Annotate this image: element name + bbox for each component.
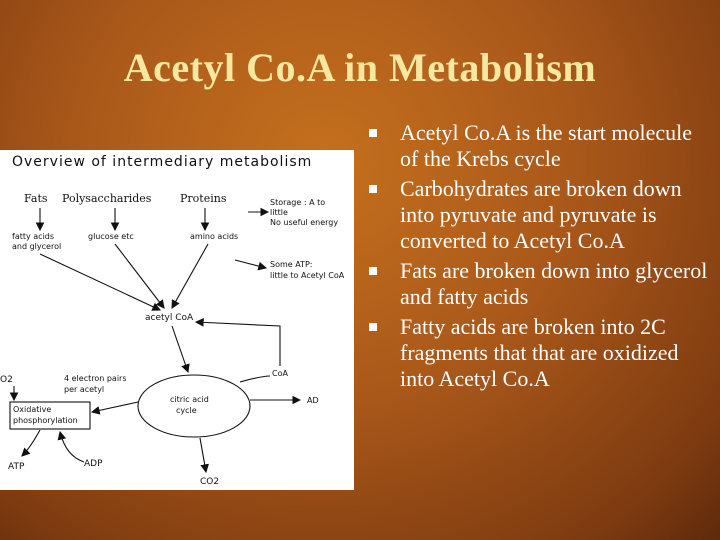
glucose-label: glucose etc xyxy=(88,232,134,241)
electron-pairs-2: per acetyl xyxy=(64,385,105,394)
bullet-square-icon xyxy=(369,185,377,193)
note-storage-2: little xyxy=(270,208,288,217)
oxidative-label-1: Oxidative xyxy=(13,405,52,414)
source-polysaccharides: Polysaccharides xyxy=(62,192,152,205)
adp-label: ADP xyxy=(84,459,103,469)
arrow-coa-up xyxy=(196,322,280,366)
amino-acids-label: amino acids xyxy=(190,232,239,241)
coa-label: CoA xyxy=(272,369,288,378)
acetyl-coa-label: acetyl CoA xyxy=(145,313,194,323)
bullet-item xyxy=(365,314,715,392)
atp-label: ATP xyxy=(8,462,25,472)
slide-title: Acetyl Co.A in Metabolism xyxy=(123,45,597,90)
bullet-text: Carbohydrates are broken down into pyruvate and pyruvate is converted to Acetyl Co.A xyxy=(400,176,682,253)
source-proteins: Proteins xyxy=(180,192,227,205)
metabolism-diagram-svg xyxy=(0,150,354,490)
arrow-co2 xyxy=(200,438,206,472)
fatty-acids-label: fatty acids xyxy=(12,232,55,241)
bullet-text: Fats are broken down into glycerol and fatty acids xyxy=(400,258,708,309)
glycerol-label: and glycerol xyxy=(12,242,62,251)
bullet-square-icon xyxy=(369,129,377,137)
note-atp-1: Some ATP: xyxy=(270,260,313,269)
citric-cycle-2: cycle xyxy=(176,406,197,415)
citric-cycle-1: citric acid xyxy=(170,395,209,404)
bullet-square-icon xyxy=(369,267,377,275)
arrow-glucose-to-acetyl xyxy=(115,244,164,308)
source-fats: Fats xyxy=(24,192,48,205)
co2-label: CO2 xyxy=(200,477,220,487)
o2-label: O2 xyxy=(0,375,13,385)
arrow-adp-in xyxy=(60,432,84,462)
oxidative-label-2: phosphorylation xyxy=(13,416,78,425)
bullet-item xyxy=(365,176,715,254)
arrow-electrons xyxy=(92,402,138,412)
diagram-title: Overview of intermediary metabolism xyxy=(12,154,313,170)
bullet-text: Acetyl Co.A is the start molecule of the Krebs cycle xyxy=(400,120,693,171)
arrow-to-atp xyxy=(22,430,40,456)
arrow-atp-note xyxy=(235,260,266,268)
arrow-acetyl-to-cycle xyxy=(172,326,188,372)
note-storage-3: No useful energy xyxy=(270,218,339,227)
arrow-fatty-to-acetyl xyxy=(40,254,160,310)
bullet-item xyxy=(365,120,715,172)
bullet-text: Fatty acids are broken into 2C fragments that that are oxidized into Acetyl Co.A xyxy=(400,314,679,391)
note-atp-2: little to Acetyl CoA xyxy=(270,271,345,280)
arrow-amino-to-acetyl xyxy=(172,244,208,308)
bullet-square-icon xyxy=(369,323,377,331)
note-storage-1: Storage : A to xyxy=(270,198,326,207)
adp-right-label: AD xyxy=(307,396,319,405)
bullet-item xyxy=(365,258,715,310)
arrow-coa-return xyxy=(240,376,270,382)
metabolism-diagram xyxy=(0,150,354,490)
bullet-list xyxy=(365,120,715,396)
electron-pairs-1: 4 electron pairs xyxy=(64,374,127,383)
